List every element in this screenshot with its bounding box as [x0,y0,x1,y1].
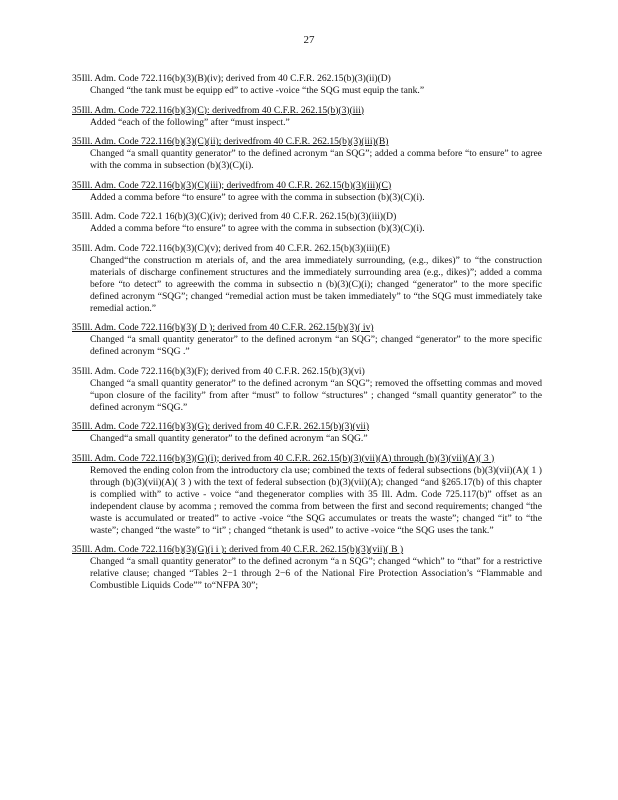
entry-description: Changed “a small quantity generator” to the defined acronym “a n SQG”; changed “which” to “that” for a restrictive relative clause; changed “Tables 2−1 through 2−6 of the National Fire Protection Association’s “Flammable and Combustible Liquids Code”” to“NFPA 30”; [90,556,542,591]
entry [72,421,542,445]
entries-list [72,73,542,600]
entry-citation: 35Ill. Adm. Code 722.116(b)(3)(C)(iii); derivedfrom 40 C.F.R. 262.15(b)(3)(iii)(C) [72,179,392,191]
entry [72,180,542,204]
entry-citation: 35Ill. Adm. Code 722.1 16(b)(3)(C)(iv); derived from 40 C.F.R. 262.15(b)(3)(iii)(D) [72,211,397,222]
entry-description: Added a comma before “to ensure” to agree with the comma in subsection (b)(3)(C)(i). [90,223,425,234]
entry [72,366,542,414]
entry [72,322,542,358]
entry [72,243,542,315]
entry-description: Added a comma before “to ensure” to agree with the comma in subsection (b)(3)(C)(i). [90,191,425,203]
entry-description: Changed “a small quantity generator” to the defined acronym “an SQG”; added a comma before “to ensure” to agree with the comma in subsection (b)(3)(C)(i). [90,148,542,171]
entry-citation: 35Ill. Adm. Code 722.116(b)(3)(G)(i); derived from 40 C.F.R. 262.15(b)(3)(vii)(A) through (b)(3)(vii)(A)( 3 ) [72,452,495,464]
entry-description: Changed “the tank must be equipp ed” to active -voice “the SQG must equip the tank.” [90,85,425,96]
entry [72,73,542,97]
entry-description: Changed“a small quantity generator” to the defined acronym “an SQG.” [90,433,368,444]
entry-description: Added “each of the following” after “must inspect.” [90,116,290,128]
entry-description: Changed “a small quantity generator” to the defined acronym “an SQG”; changed “generator” to the more specific defined acronym “SQG .” [90,334,542,357]
entry-citation: 35Ill. Adm. Code 722.116(b)(3)(C)(v); derived from 40 C.F.R. 262.15(b)(3)(iii)(E) [72,242,390,254]
entry [72,453,542,537]
entry-citation: 35Ill. Adm. Code 722.116(b)(3)(G)(i i ); derived from 40 C.F.R. 262.15(b)(3)(vii)( B ) [72,544,404,555]
entry-citation: 35Ill. Adm. Code 722.116(b)(3)(F); derived from 40 C.F.R. 262.15(b)(3)(vi) [72,365,365,377]
entry [72,211,542,235]
entry [72,136,542,172]
entry-citation: 35Ill. Adm. Code 722.116(b)(3)(G); derived from 40 C.F.R. 262.15(b)(3)(vii) [72,421,370,432]
entry [72,544,542,592]
entry-citation: 35Ill. Adm. Code 722.116(b)(3)( D ); derived from 40 C.F.R. 262.15(b)(3)( iv) [72,322,374,333]
entry [72,105,542,129]
entry-citation: 35Ill. Adm. Code 722.116(b)(3)(C): derivedfrom 40 C.F.R. 262.15(b)(3)(iii) [72,104,364,116]
entry-citation: 35Ill. Adm. Code 722.116(b)(3)(B)(iv); derived from 40 C.F.R. 262.15(b)(3)(ii)(D) [72,73,391,84]
page-number: 27 [303,34,315,46]
entry-citation: 35Ill. Adm. Code 722.116(b)(3)(C)(ii); derivedfrom 40 C.F.R. 262.15(b)(3)(iii)(B) [72,136,389,147]
entry-description: Changed“the construction m aterials of, and the area immediately surrounding, (e.g., dikes)” to “the construction materials of discharge confinement structures and the immediately surrounding area (e.g., dikes)”; added a comma before “to detect” to agreewith the comma in subsectio n (b)(3)(C)(i); changed “generator” to the more specific defined acronym “SQG”; changed “remedial action must be taken immediately” to “the SQG must immediately take remedial action.” [90,254,542,314]
entry-description: Changed “a small quantity generator” to the defined acronym “an SQG”; removed the offsetting commas and moved “upon closure of the facility” from after “must” to follow “structures” ; changed “small quantity generator” to the defined acronym “SQG.” [90,377,542,413]
entry-description: Removed the ending colon from the introductory cla use; combined the texts of federal subsections (b)(3)(vii)(A)( 1 ) through (b)(3)(vii)(A)( 3 ) with the text of federal subsection (b)(3)(vii)(A); changed “and §265.17(b) of this chapter is complied with” to active - voice “and thegenerator complies with 35 Ill. Adm. Code 725.117(b)” offset as an independent clause by acomma ; removed the comma from between the first and second requirements; changed “the waste is accumulated or treated” to active -voice “the SQG accumulates or treats the waste”; changed “it” to “the waste”; changed “the waste” to “it” ; changed “thetank is used” to active -voice “the SQG uses the tank.” [90,464,542,536]
